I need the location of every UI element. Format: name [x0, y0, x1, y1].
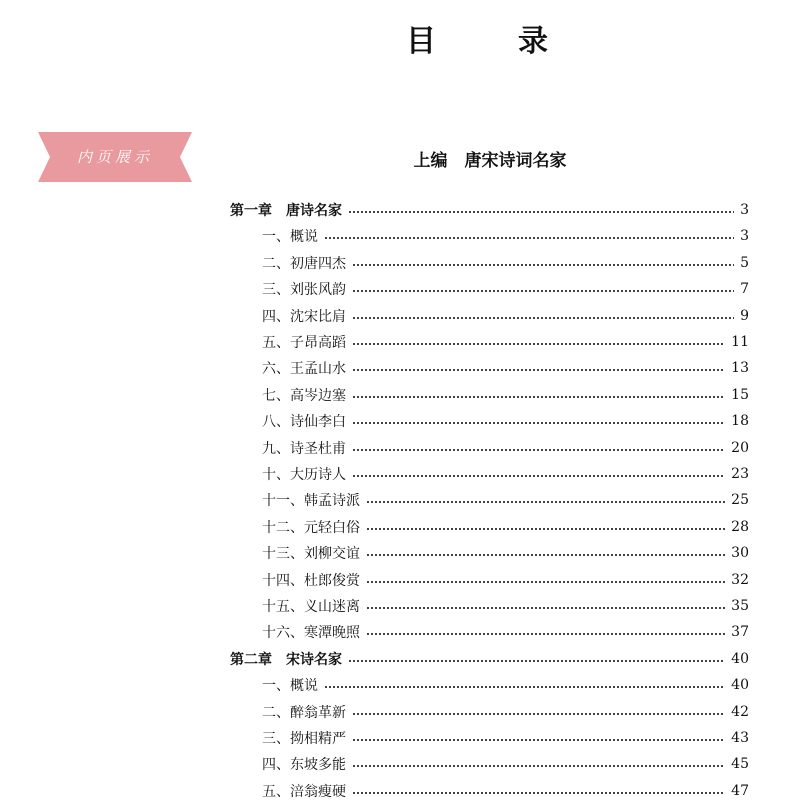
ribbon-label: 内页展示 — [76, 148, 153, 166]
entry-title: 五、子昂高蹈 — [262, 335, 346, 351]
entry-title: 四、沈宋比肩 — [262, 308, 346, 325]
entry-title: 一、概说 — [262, 678, 318, 695]
entry-title: 十五、义山迷离 — [262, 599, 360, 615]
entry-title: 四、东坡多能 — [262, 757, 346, 774]
dot-leader — [324, 237, 734, 239]
entry-title: 七、高岑边塞 — [262, 387, 346, 404]
page-number: 15 — [731, 386, 749, 403]
dot-leader — [366, 633, 725, 635]
entry-title: 十、大历诗人 — [262, 467, 346, 483]
dot-leader — [352, 475, 725, 477]
chapter-title: 第一章 唐诗名家 — [230, 203, 342, 219]
page-number: 28 — [731, 518, 749, 535]
page-number: 43 — [731, 730, 749, 746]
toc-entry-row[interactable] — [262, 382, 749, 408]
entry-title: 十三、刘柳交谊 — [262, 546, 360, 563]
dot-leader — [352, 290, 734, 292]
entry-title: 十一、韩孟诗派 — [262, 493, 360, 510]
page-number: 25 — [731, 492, 749, 509]
page-number: 37 — [731, 624, 749, 641]
toc-entry-row[interactable] — [262, 250, 749, 276]
toc-entry-row[interactable] — [262, 725, 749, 751]
toc-entry-row[interactable] — [262, 329, 749, 355]
dot-leader — [352, 713, 725, 715]
page-number: 45 — [731, 756, 749, 773]
page-number: 18 — [731, 413, 749, 430]
toc-entry-row[interactable] — [262, 303, 749, 329]
entry-title: 三、刘张风韵 — [262, 282, 346, 299]
page-number: 13 — [731, 360, 749, 377]
entry-title: 八、诗仙李白 — [262, 414, 346, 431]
toc-entry-row[interactable] — [262, 672, 749, 698]
dot-leader — [366, 501, 725, 503]
page-number: 3 — [740, 228, 749, 245]
dot-leader — [352, 422, 725, 424]
chapter-title: 第二章 宋诗名家 — [230, 651, 342, 668]
entry-title: 十二、元轻白俗 — [262, 519, 360, 536]
dot-leader — [352, 264, 734, 266]
page-number: 32 — [731, 571, 749, 588]
toc-entry-row[interactable] — [262, 567, 749, 593]
dot-leader — [352, 792, 725, 794]
toc-entry-row[interactable] — [262, 408, 749, 434]
entry-title: 九、诗圣杜甫 — [262, 440, 346, 457]
toc-entry-row[interactable] — [262, 593, 749, 619]
toc-entry-row[interactable] — [262, 514, 749, 540]
dot-leader — [352, 396, 725, 398]
entry-title: 二、醉翁革新 — [262, 704, 346, 721]
dot-leader — [348, 211, 734, 213]
dot-leader — [348, 660, 725, 662]
toc-entry-row[interactable] — [262, 751, 749, 777]
toc-entry-row[interactable] — [262, 619, 749, 645]
page-number: 5 — [740, 254, 749, 271]
dot-leader — [352, 317, 734, 319]
dot-leader — [324, 686, 725, 688]
toc-chapter-row[interactable] — [230, 646, 749, 672]
toc-entry-row[interactable] — [262, 276, 749, 302]
page-number: 23 — [731, 466, 749, 482]
toc-entry-row[interactable] — [262, 223, 749, 249]
entry-title: 三、拗相精严 — [262, 731, 346, 747]
entry-title: 六、王孟山水 — [262, 361, 346, 378]
page-number: 30 — [731, 545, 749, 562]
page-number: 11 — [731, 334, 749, 350]
page-number: 20 — [731, 439, 749, 456]
page-title: 目 录 — [406, 24, 574, 59]
entry-title: 五、涪翁瘦硬 — [262, 783, 346, 800]
toc-entry-row[interactable] — [262, 461, 749, 487]
dot-leader — [366, 607, 725, 609]
page-number: 3 — [740, 202, 749, 218]
entry-title: 二、初唐四杰 — [262, 255, 346, 272]
dot-leader — [352, 343, 725, 345]
dot-leader — [352, 449, 725, 451]
dot-leader — [366, 528, 725, 530]
toc-entry-row[interactable] — [262, 355, 749, 381]
entry-title: 一、概说 — [262, 229, 318, 246]
entry-title: 十六、寒潭晚照 — [262, 625, 360, 642]
page-number: 35 — [731, 598, 749, 614]
page-number: 40 — [731, 677, 749, 694]
toc-entry-row[interactable] — [262, 699, 749, 725]
toc-entry-row[interactable] — [262, 487, 749, 513]
toc-entry-row[interactable] — [262, 540, 749, 566]
page-number: 47 — [731, 782, 749, 799]
toc-entry-row[interactable] — [262, 435, 749, 461]
dot-leader — [352, 369, 725, 371]
entry-title: 十四、杜郎俊赏 — [262, 572, 360, 589]
page-number: 9 — [740, 307, 749, 324]
dot-leader — [366, 581, 725, 583]
page-number: 42 — [731, 703, 749, 720]
dot-leader — [352, 765, 725, 767]
dot-leader — [352, 739, 725, 741]
page-number: 7 — [740, 281, 749, 298]
dot-leader — [366, 554, 725, 556]
section-heading: 上编 唐宋诗词名家 — [413, 151, 567, 171]
page-number: 40 — [731, 650, 749, 667]
toc-chapter-row[interactable] — [230, 197, 749, 223]
